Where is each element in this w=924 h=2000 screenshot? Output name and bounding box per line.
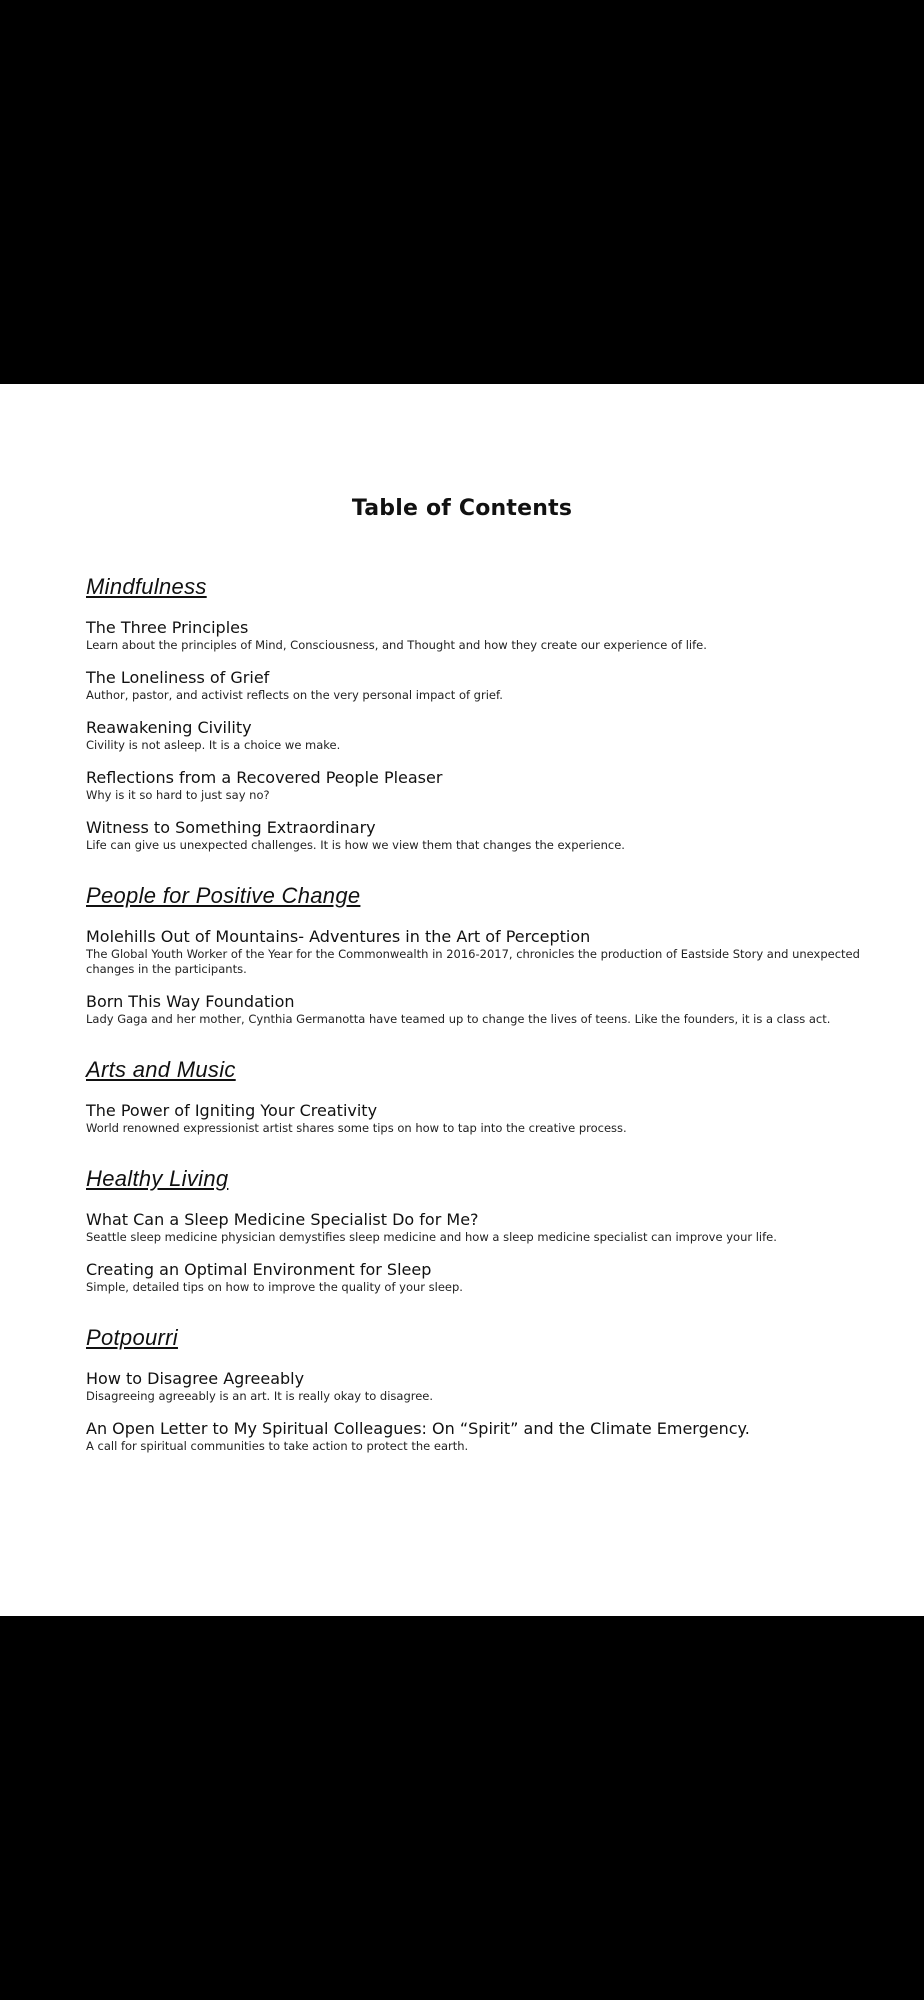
entry-description: Seattle sleep medicine physician demystifies sleep medicine and how a sleep medicine specialist can improve your life.: [86, 1230, 777, 1244]
entry-title: An Open Letter to My Spiritual Colleagues: On “Spirit” and the Climate Emergency.: [86, 1419, 750, 1438]
entry-description: Lady Gaga and her mother, Cynthia Germanotta have teamed up to change the lives of teens. Like the founders, it is a class act.: [86, 1012, 831, 1026]
section-arts-and-music: [86, 1057, 866, 1136]
entry-description: The Global Youth Worker of the Year for the Commonwealth in 2016-2017, chronicles the production of Eastside Story and unexpected changes in the participants.: [86, 947, 860, 976]
entry-description: Disagreeing agreeably is an art. It is really okay to disagree.: [86, 1389, 434, 1403]
entry-description: World renowned expressionist artist shares some tips on how to tap into the creative process.: [86, 1121, 627, 1135]
toc-entry[interactable]: [86, 668, 866, 703]
section-heading: Healthy Living: [86, 1166, 229, 1191]
section-entries: [86, 618, 866, 853]
entry-title: Witness to Something Extraordinary: [86, 818, 376, 837]
section-heading: Potpourri: [86, 1325, 178, 1350]
section-healthy-living: [86, 1166, 866, 1295]
section-heading: Arts and Music: [86, 1057, 236, 1082]
toc-entry[interactable]: [86, 1260, 866, 1295]
toc-entry[interactable]: [86, 992, 866, 1027]
page-title: Table of Contents: [351, 496, 573, 521]
entry-title: What Can a Sleep Medicine Specialist Do for Me?: [86, 1210, 479, 1229]
entry-title: How to Disagree Agreeably: [86, 1369, 305, 1388]
section-entries: [86, 1369, 866, 1454]
entry-description: Simple, detailed tips on how to improve the quality of your sleep.: [86, 1280, 463, 1294]
toc-entry[interactable]: [86, 1419, 866, 1454]
section-mindfulness: [86, 574, 866, 853]
entry-title: Creating an Optimal Environment for Sleep: [86, 1260, 432, 1279]
toc-entry[interactable]: [86, 1210, 866, 1245]
entry-description: A call for spiritual communities to take action to protect the earth.: [86, 1439, 469, 1453]
section-potpourri: [86, 1325, 866, 1454]
entry-title: Reawakening Civility: [86, 718, 252, 737]
section-heading: People for Positive Change: [86, 883, 361, 908]
entry-title: Born This Way Foundation: [86, 992, 295, 1011]
section-people-for-positive-change: [86, 883, 866, 1027]
toc-entry[interactable]: [86, 927, 866, 977]
entry-title: The Three Principles: [86, 618, 249, 637]
entry-title: The Power of Igniting Your Creativity: [86, 1101, 378, 1120]
entry-title: Reflections from a Recovered People Pleaser: [86, 768, 443, 787]
entry-description: Life can give us unexpected challenges. It is how we view them that changes the experience.: [86, 838, 625, 852]
section-heading: Mindfulness: [86, 574, 207, 599]
entry-description: Civility is not asleep. It is a choice we make.: [86, 738, 341, 752]
toc-entry[interactable]: [86, 718, 866, 753]
section-entries: [86, 927, 866, 1027]
entry-description: Learn about the principles of Mind, Consciousness, and Thought and how they create our experience of life.: [86, 638, 707, 652]
toc-entry[interactable]: [86, 1369, 866, 1404]
toc-entry[interactable]: [86, 1101, 866, 1136]
entry-description: Author, pastor, and activist reflects on the very personal impact of grief.: [86, 688, 503, 702]
toc-content: [86, 574, 866, 1469]
entry-title: Molehills Out of Mountains- Adventures in the Art of Perception: [86, 927, 591, 946]
toc-entry[interactable]: [86, 768, 866, 803]
section-entries: [86, 1101, 866, 1136]
document-page: [0, 384, 924, 1616]
section-entries: [86, 1210, 866, 1295]
entry-description: Why is it so hard to just say no?: [86, 788, 270, 802]
entry-title: The Loneliness of Grief: [86, 668, 270, 687]
toc-entry[interactable]: [86, 618, 866, 653]
toc-entry[interactable]: [86, 818, 866, 853]
